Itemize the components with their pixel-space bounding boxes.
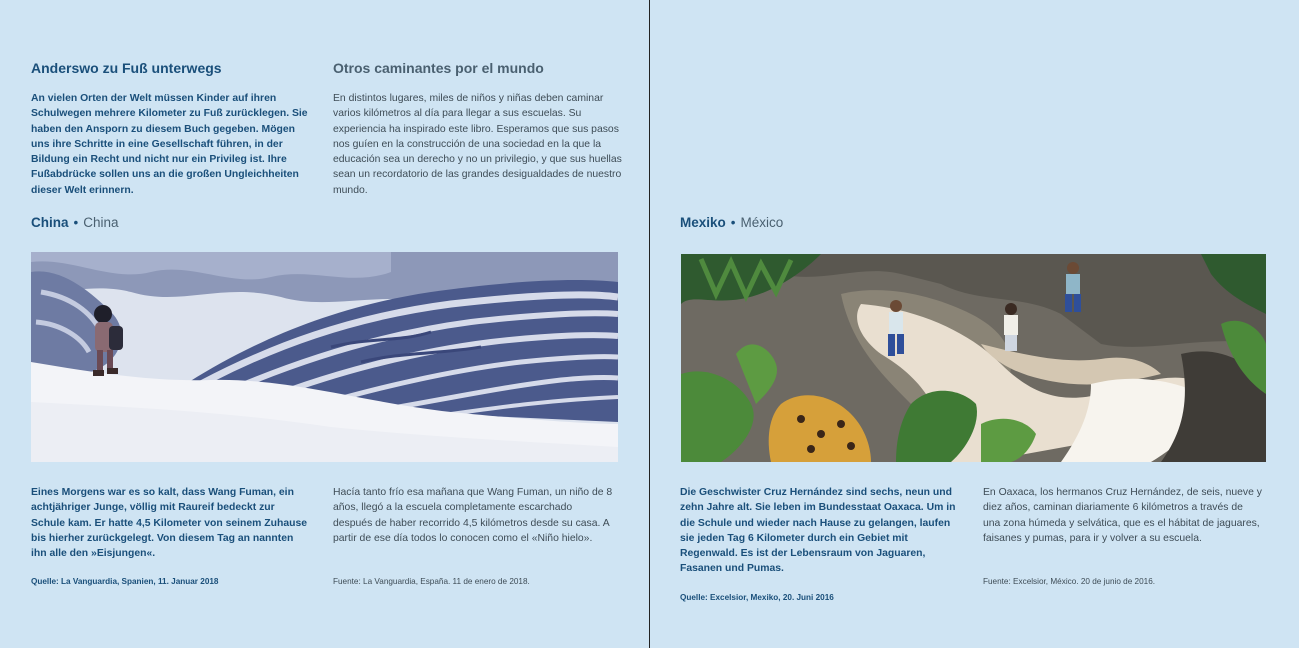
story-text-es: Hacía tanto frío esa mañana que Wang Fuman, un niño de 8 años, llegó a la escuela completamente escarchado después de haber recorrido 4,5 kilómetros desde su casa. A partir de ese día todos lo conocen como el «Niño hielo». — [333, 487, 613, 544]
country-separator: • — [730, 215, 736, 230]
story-text-de: Die Geschwister Cruz Hernández sind sechs, neun und zehn Jahre alt. Sie leben im Bundesstaat Oaxaca. Um in die Schule und wieder nach Hause zu gelangen, laufen sie jeden Tag 6 Kilometer durch ein Gebiet mit Regenwald. Es ist der Lebensraum von Jaguaren, Fasanen und Pumas. — [680, 487, 956, 575]
story-text-es: En Oaxaca, los hermanos Cruz Hernández, de seis, nueve y diez años, caminan diariamente 6 kilómetros a través de una zona húmeda y selvática, que es el hábitat de jaguares, faisanes y pumas, para ir y volver a su escuela. — [983, 487, 1262, 544]
source-de: Quelle: Excelsior, Mexiko, 20. Juni 2016 — [680, 593, 834, 602]
country-heading-china — [31, 215, 119, 230]
country-separator: • — [73, 215, 79, 230]
china-illustration — [31, 252, 618, 462]
intro-text-es: En distintos lugares, miles de niños y niñas deben caminar varios kilómetros al día para llegar a sus escuelas. Su experiencia ha inspirado este libro. Esperamos que sus pasos nos guíen en la construcción de una sociedad en la que la educación sea un derecho y no un privilegio, y que sus huellas sean un recordatorio de las grandes desigualdades de nuestro mundo. — [333, 93, 622, 196]
source-de: Quelle: La Vanguardia, Spanien, 11. Januar 2018 — [31, 577, 219, 586]
country-name-de: China — [31, 215, 69, 230]
country-name-es: México — [740, 215, 784, 230]
source-es: Fuente: Excelsior, México. 20 de junio de 2016. — [983, 577, 1156, 586]
intro-text-de: An vielen Orten der Welt müssen Kinder auf ihren Schulwegen mehrere Kilometer zu Fuß zurücklegen. Sie haben den Ansporn zu diesem Buch gegeben. Mögen uns ihre Schritte in eine Gesellschaft führen, in der Bildung ein Recht und nicht nur ein Privileg ist. Ihre Fußabdrücke sollen uns an die großen Ungleichheiten dieser Welt erinnern. — [31, 93, 308, 196]
jungle-river-image — [681, 254, 1266, 462]
right-page — [650, 0, 1299, 648]
left-page — [0, 0, 649, 648]
source-es: Fuente: La Vanguardia, España. 11 de enero de 2018. — [333, 577, 530, 586]
country-heading-mexico — [680, 215, 783, 230]
mexico-illustration — [681, 254, 1266, 462]
story-text-de: Eines Morgens war es so kalt, dass Wang Fuman, ein achtjähriger Junge, völlig mit Raureif bedeckt zur Schule kam. Er hatte 4,5 Kilometer von seinem Zuhause bis hierher zurückgelegt. Von diesem Tag an nannten ihn alle den »Eisjungen«. — [31, 487, 308, 560]
country-name-es: China — [83, 215, 119, 230]
intro-title-es: Otros caminantes por el mundo — [333, 60, 544, 76]
snowy-terraces-image — [31, 252, 618, 462]
intro-title-de: Anderswo zu Fuß unterwegs — [31, 60, 222, 76]
country-name-de: Mexiko — [680, 215, 726, 230]
